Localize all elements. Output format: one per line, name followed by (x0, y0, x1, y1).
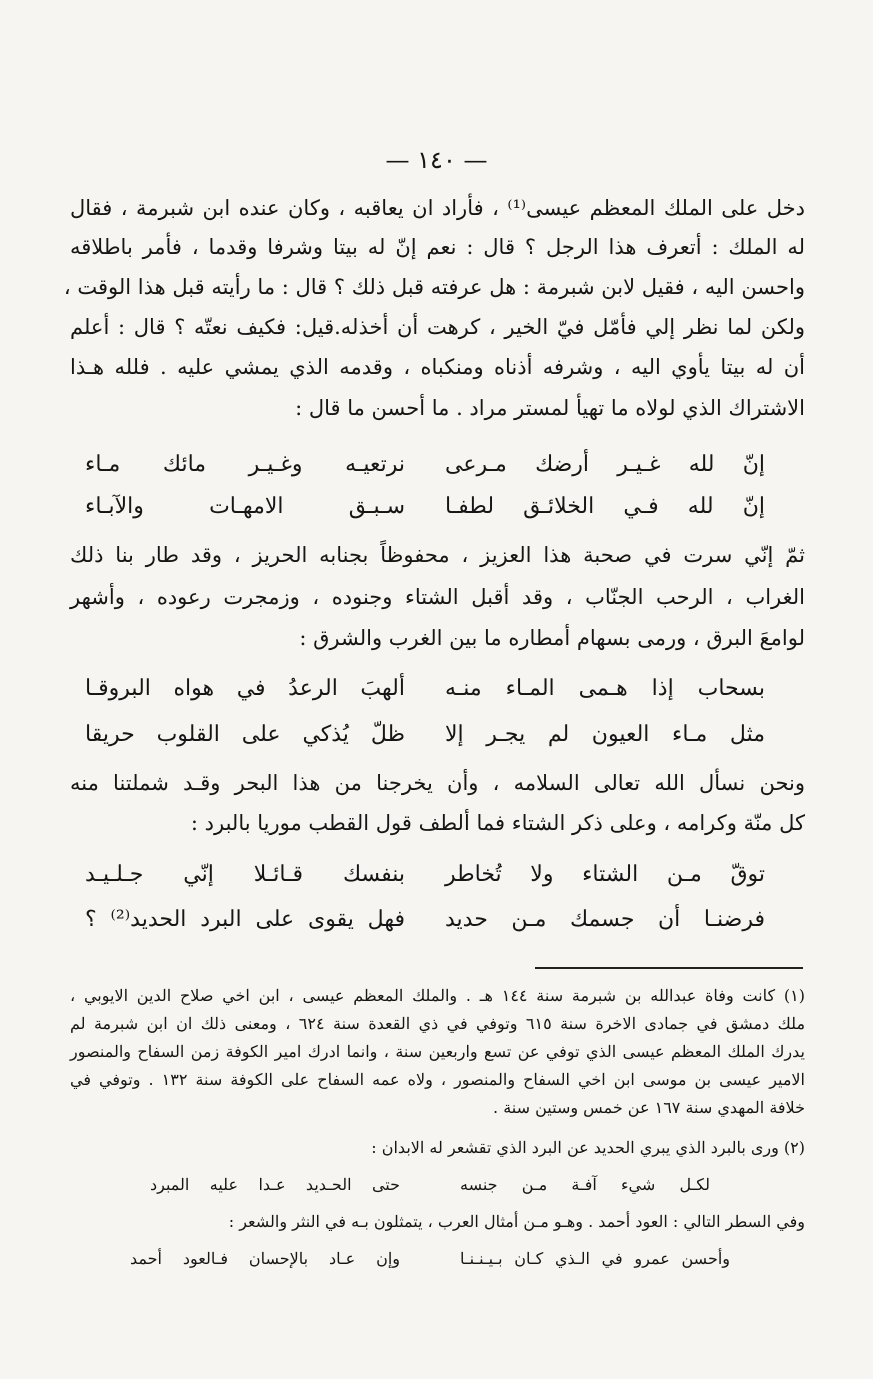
verse-second-hemistich: وإن عـاد بالإحسان فـالعود أحمد (130, 1249, 400, 1268)
page-number: — ١٤٠ — (385, 146, 488, 174)
verse-first-hemistich: إنّ لله فـي الخلائـق لطفـا (445, 494, 765, 519)
poem-verse (85, 903, 765, 937)
body-line: الاشتراك الذي لولاه ما تهيأ لمستر مراد . ما أحسن ما قال : (295, 396, 805, 420)
footnote-verse (130, 1246, 730, 1272)
verse-first-hemistich: لكـل شيء آفـة مـن جنسه (460, 1175, 710, 1194)
verse-second-hemistich: بنفسك قـائـلا إنّي جـلـيـد (85, 862, 405, 887)
body-line: دخل على الملك المعظم عيسى⁽¹⁾ ، فأراد ان يعاقبه ، وكان عنده ابن شبرمة ، فقال (70, 196, 805, 220)
verse-second-hemistich: ظلّ يُذكي على القلوب حريقا (85, 722, 405, 747)
body-line: له الملك : أتعرف هذا الرجل ؟ قال : نعم إنّ له بيتا وشرفا وقدما ، فأمر باطلاقه (70, 235, 805, 259)
verse-first-hemistich: إنّ لله غـيـر أرضك مـرعى (445, 452, 765, 477)
body-line: الغراب ، الرحب الجنّاب ، وقد أقبل الشتاء وجنوده ، وزمجرت رعوده ، وأشهر (70, 585, 805, 609)
verse-first-hemistich: وأحسن عمرو في الـذي كـان بـيـنـنـا (460, 1249, 730, 1268)
verse-first-hemistich: مثل مـاء العيون لم يجـر إلا (445, 722, 765, 747)
footnote-line: وفي السطر التالي : العود أحمد . وهـو مـن أمثال العرب ، يتمثلون بـه في النثر والشعر : (228, 1212, 805, 1231)
footnote-line: الامير عيسى بن موسى ابن اخي السفاح والمنصور ، ولاه عمه السفاح على الكوفة سنة ١٣٢ . وتوفي في (70, 1070, 806, 1089)
poem-verse (85, 718, 765, 752)
footnote-line: خلافة المهدي سنة ١٦٧ عن خمس وستين سنة . (493, 1098, 805, 1117)
body-line: ولكن لما نظر إلي فأمّل فيّ الخير ، كرهت أن أخذله.قيل: فكيف نعتّه ؟ قال : أعلم (70, 315, 805, 339)
verse-second-hemistich: فهل يقوى على البرد الحديد⁽²⁾ ؟ (85, 907, 406, 932)
body-line: ثمّ إنّي سرت في صحبة هذا العزيز ، محفوظاً بجنابه الحريز ، وقد طار بنا ذلك (70, 543, 805, 567)
footnote-line: ملك دمشق في جمادى الاخرة سنة ٦١٥ وتوفي في ذي القعدة سنة ٦٢٤ ، ومعنى ذلك ان ابن شبرمة لم (70, 1014, 806, 1033)
poem-verse (85, 858, 765, 892)
body-line: ونحن نسأل الله تعالى السلامه ، وأن يخرجنا من هذا البحر وقـد شملتنا منه (70, 771, 805, 795)
poem-verse (85, 448, 765, 482)
body-line: لوامعَ البرق ، ورمى بسهام أمطاره ما بين الغرب والشرق : (299, 626, 805, 650)
poem-verse (85, 672, 765, 706)
verse-second-hemistich: نرتعيـه وغـيـر مائك مـاء (85, 452, 405, 477)
footnote-line: يدرك الملك المعظم عيسى الذي توفي عن تسع واربعين سنة ، وانما ادرك امير الكوفة زمن السفاح والمنصور (70, 1042, 805, 1061)
verse-first-hemistich: بسحاب إذا هـمى المـاء منـه (445, 676, 765, 701)
body-line: كل منّة وكرامه ، وعلى ذكر الشتاء فما ألطف قول القطب موريا بالبرد : (190, 811, 805, 835)
verse-second-hemistich: حتى الحـديد عـدا عليه المبرد (150, 1175, 400, 1194)
verse-second-hemistich: ألهبَ الرعدُ في هواه البروقـا (85, 676, 405, 701)
footnote-line: (١) كانت وفاة عبدالله بن شبرمة سنة ١٤٤ هـ . والملك المعظم عيسى ، ابن اخي صلاح الدين الايوبي ، (70, 986, 805, 1005)
body-line: أن له بيتا يأوي اليه ، وشرفه أذناه ومنكباه ، وقدمه الذي يمشي عليه . فلله هـذا (70, 355, 805, 379)
footnote-separator (535, 967, 803, 969)
verse-first-hemistich: توقّ مـن الشتاء ولا تُخاطر (445, 862, 765, 887)
footnote-line: (٢) ورى بالبرد الذي يبري الحديد عن البرد الذي تقشعر له الابدان : (371, 1138, 805, 1157)
poem-verse (85, 490, 765, 524)
body-line: واحسن اليه ، فقيل لابن شبرمة : هل عرفته قبل ذلك ؟ قال : ما رأيته قبل هذا الوقت ، (63, 275, 805, 299)
verse-second-hemistich: سـبـق الامهـات والآبـاء (85, 494, 405, 519)
verse-first-hemistich: فرضنـا أن جسمك مـن حديد (445, 907, 765, 932)
footnote-verse (150, 1172, 710, 1198)
